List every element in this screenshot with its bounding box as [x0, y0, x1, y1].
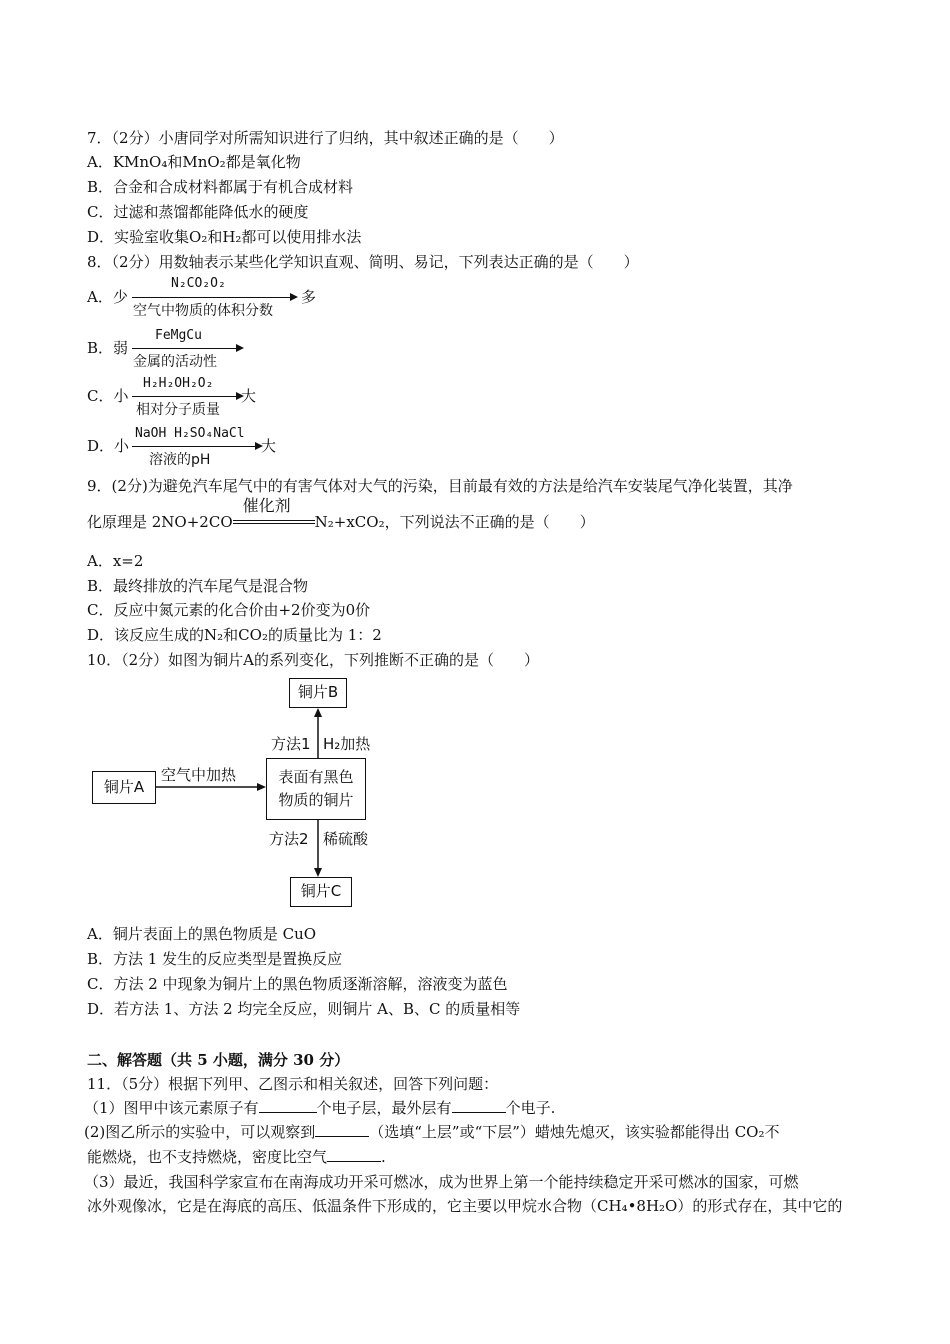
- q9-option-a: A．x=2: [87, 552, 144, 570]
- q11-part2: [84, 1122, 779, 1142]
- axis-top-label: FeMgCu: [155, 328, 202, 343]
- label-method1: 方法1: [271, 735, 311, 753]
- box-black-copper: [266, 758, 366, 820]
- box-mid-line2: 物质的铜片: [278, 791, 354, 809]
- q11-p1-text-a: （1）图甲中该元素原子有: [84, 1099, 259, 1117]
- q11-p2-text-c: 能燃烧，也不支持燃烧，密度比空气: [87, 1148, 328, 1166]
- q9-option-d: D．该反应生成的N₂和CO₂的质量比为 1：2: [87, 626, 382, 644]
- axis-top-label: NaOH H₂SO₄NaCl: [135, 426, 245, 441]
- q11-part2-line2: [87, 1147, 386, 1167]
- q10-option-c: C．方法 2 中现象为铜片上的黑色物质逐渐溶解，溶液变为蓝色: [87, 975, 508, 993]
- box-copper-c: 铜片C: [290, 877, 352, 907]
- q11-p2-text-b: （选填“上层”或“下层”）蜡烛先熄灭，该实验都能得出 CO₂不: [369, 1123, 780, 1141]
- q8-stem: 8．（2分）用数轴表示某些化学知识直观、简明、易记，下列表达正确的是（ ）: [87, 253, 639, 271]
- axis-line: [132, 396, 236, 397]
- q7-option-a: A．KMnO₄和MnO₂都是氧化物: [87, 153, 301, 171]
- label-h2-heating: H₂加热: [323, 735, 371, 753]
- axis-prefix: C．小: [87, 387, 129, 405]
- q11-stem: 11．（5分）根据下列甲、乙图示和相关叙述，回答下列问题：: [87, 1075, 499, 1093]
- q8-axis-c: [87, 374, 287, 420]
- box-mid-line1: 表面有黑色: [278, 768, 354, 786]
- q7-stem: 7．（2分）小唐同学对所需知识进行了归纳，其中叙述正确的是（ ）: [87, 129, 564, 147]
- axis-arrow-icon: [236, 344, 244, 352]
- q10-stem: 10．（2分）如图为铜片A的系列变化，下列推断不正确的是（ ）: [87, 651, 539, 669]
- q8-axis-d: [87, 424, 307, 470]
- q10-option-d: D．若方法 1、方法 2 均完全反应，则铜片 A、B、C 的质量相等: [87, 1000, 521, 1018]
- axis-line: [132, 446, 255, 447]
- q7-option-b: B．合金和合成材料都属于有机合成材料: [87, 178, 354, 196]
- q11-p2-text-d: .: [381, 1148, 386, 1166]
- catalyst-label: 催化剂: [242, 496, 291, 515]
- axis-top-label: N₂CO₂O₂: [171, 276, 226, 291]
- axis-prefix: A．少: [87, 288, 128, 306]
- axis-prefix: B．弱: [87, 339, 129, 357]
- label-air-heating: 空气中加热: [161, 766, 237, 784]
- q9-option-c: C．反应中氮元素的化合价由+2价变为0价: [87, 601, 371, 619]
- q11-part1: [84, 1098, 555, 1118]
- q11-p1-text-c: 个电子.: [505, 1099, 556, 1117]
- axis-top-label: H₂H₂OH₂O₂: [143, 376, 214, 391]
- q9-stem-line2: [87, 496, 595, 532]
- q9-stem-line1: 9．(2分)为避免汽车尾气中的有害气体对大气的污染，目前最有效的方法是给汽车安装尾气净化装置，其净: [87, 477, 793, 495]
- axis-line: [132, 348, 236, 349]
- box-copper-a: 铜片A: [92, 771, 156, 804]
- axis-end: 多: [301, 288, 317, 306]
- answer-blank[interactable]: [259, 1098, 317, 1113]
- axis-bottom-label: 空气中物质的体积分数: [133, 303, 273, 319]
- box-copper-b: 铜片B: [289, 678, 347, 708]
- answer-blank[interactable]: [327, 1147, 381, 1162]
- q9-option-b: B．最终排放的汽车尾气是混合物: [87, 577, 309, 595]
- answer-blank[interactable]: [315, 1122, 369, 1137]
- q9-equation-right: N₂+xCO₂，下列说法不正确的是（ ）: [314, 513, 595, 531]
- q8-axis-b: [87, 330, 287, 376]
- q9-equation-left: 化原理是 2NO+2CO: [87, 513, 233, 531]
- axis-end: 大: [241, 387, 257, 405]
- q10-option-b: B．方法 1 发生的反应类型是置换反应: [87, 950, 343, 968]
- q11-part3-line2: 冰外观像冰，它是在海底的高压、低温条件下形成的，它主要以甲烷水合物（CH₄•8H₂O）的形式存在，其中它的: [87, 1197, 843, 1215]
- axis-end: 大: [261, 437, 277, 455]
- q7-option-c: C．过滤和蒸馏都能降低水的硬度: [87, 203, 309, 221]
- q11-part3-line1: （3）最近，我国科学家宣布在南海成功开采可燃冰，成为世界上第一个能持续稳定开采可燃冰的国家，可燃: [84, 1173, 799, 1191]
- axis-bottom-label: 溶液的pH: [149, 452, 211, 468]
- axis-prefix: D．小: [87, 437, 130, 455]
- axis-bottom-label: 相对分子质量: [136, 402, 220, 418]
- axis-arrow-icon: [290, 293, 298, 301]
- q8-axis-a: [87, 276, 347, 322]
- section2-title: 二、解答题（共 5 小题，满分 30 分）: [87, 1051, 350, 1069]
- axis-line: [132, 297, 290, 298]
- answer-blank[interactable]: [452, 1098, 506, 1113]
- q7-option-d: D．实验室收集O₂和H₂都可以使用排水法: [87, 228, 362, 246]
- axis-bottom-label: 金属的活动性: [133, 354, 217, 370]
- label-method2: 方法2: [269, 830, 309, 848]
- q11-p1-text-b: 个电子层，最外层有: [316, 1099, 452, 1117]
- q11-p2-text-a: (2)图乙所示的实验中，可以观察到: [84, 1123, 316, 1141]
- label-dilute-h2so4: 稀硫酸: [323, 830, 369, 848]
- q9-catalyst-arrow: [233, 496, 315, 532]
- q10-option-a: A．铜片表面上的黑色物质是 CuO: [87, 925, 317, 943]
